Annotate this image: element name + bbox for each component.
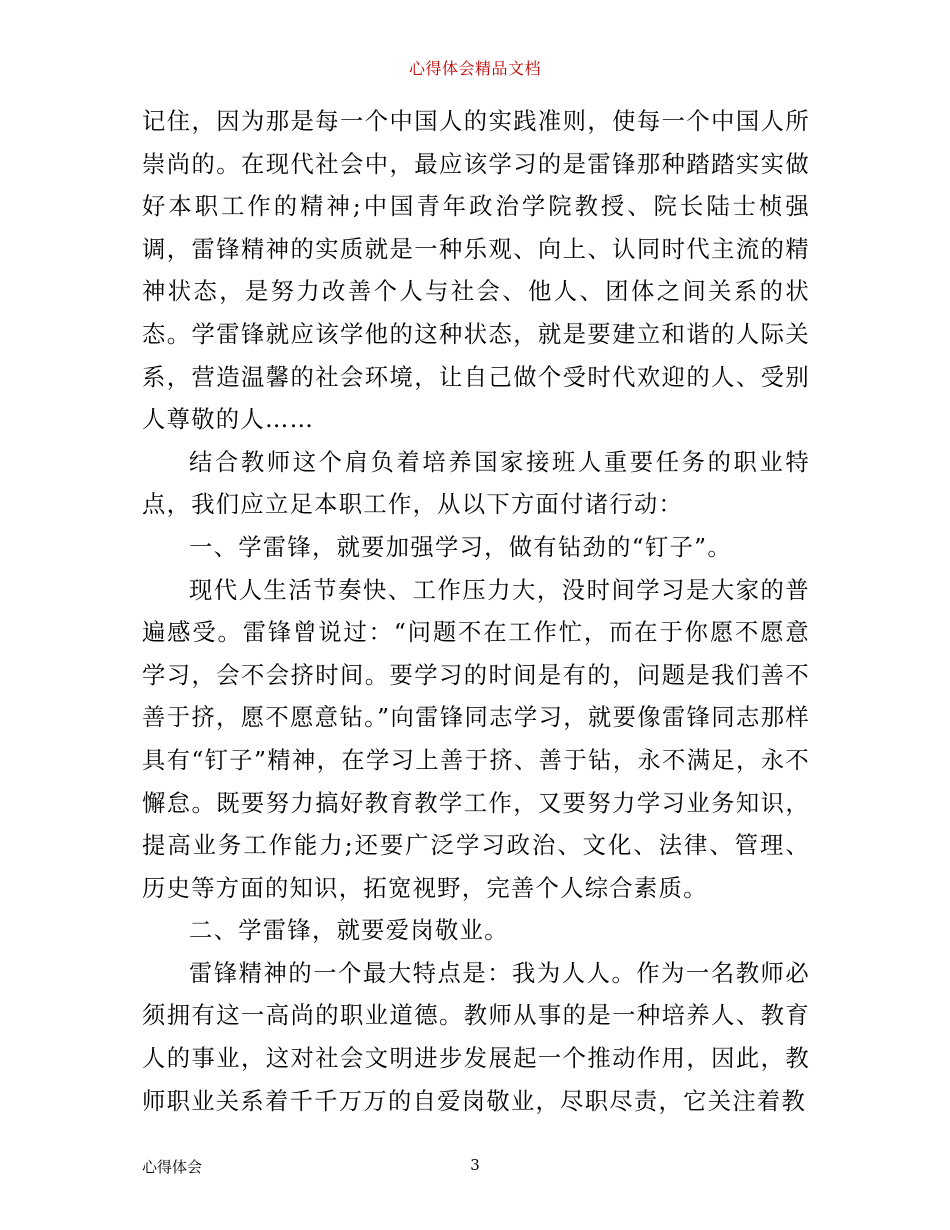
paragraph: 结合教师这个肩负着培养国家接班人重要任务的职业特点，我们应立足本职工作，从以下方面付诸行动： xyxy=(142,448,810,519)
document-header: 心得体会精品文档 xyxy=(408,59,541,78)
section-heading-one: 一、学雷锋，就要加强学习，做有钻劲的“钉子”。 xyxy=(189,533,732,561)
paragraph: 现代人生活节奏快、工作压力大，没时间学习是大家的普遍感受。雷锋曾说过：“问题不在工作忙，而在于你愿不愿意学习，会不会挤时间。要学习的时间是有的，问题是我们善不善于挤，愿不愿意钻。”向雷锋同志学习，就要像雷锋同志那样具有“钉子”精神，在学习上善于挤、善于钻，永不满足，永不懈怠。既要努力搞好教育教学工作，又要努力学习业务知识，提高业务工作能力;还要广泛学习政治、文化、法律、管理、历史等方面的知识，拓宽视野，完善个人综合素质。 xyxy=(142,576,810,902)
page-number: 3 xyxy=(470,1156,480,1174)
paragraph-continuation: 记住，因为那是每一个中国人的实践准则，使每一个中国人所崇尚的。在现代社会中，最应该学习的是雷锋那种踏踏实实做好本职工作的精神;中国青年政治学院教授、院长陆士桢强调，雷锋精神的实质就是一种乐观、向上、认同时代主流的精神状态，是努力改善个人与社会、他人、团体之间关系的状态。学雷锋就应该学他的这种状态，就是要建立和谐的人际关系，营造温馨的社会环境，让自己做个受时代欢迎的人、受别人尊敬的人…… xyxy=(142,108,810,434)
section-heading-two: 二、学雷锋，就要爱岗敬业。 xyxy=(189,917,509,945)
document-body xyxy=(142,101,810,1123)
footer-label: 心得体会 xyxy=(142,1158,203,1176)
paragraph: 雷锋精神的一个最大特点是：我为人人。作为一名教师必须拥有这一高尚的职业道德。教师从事的是一种培养人、教育人的事业，这对社会文明进步发展起一个推动作用，因此，教师职业关系着千千万万的自爱岗敬业，尽职尽责，它关注着教 xyxy=(142,959,810,1115)
